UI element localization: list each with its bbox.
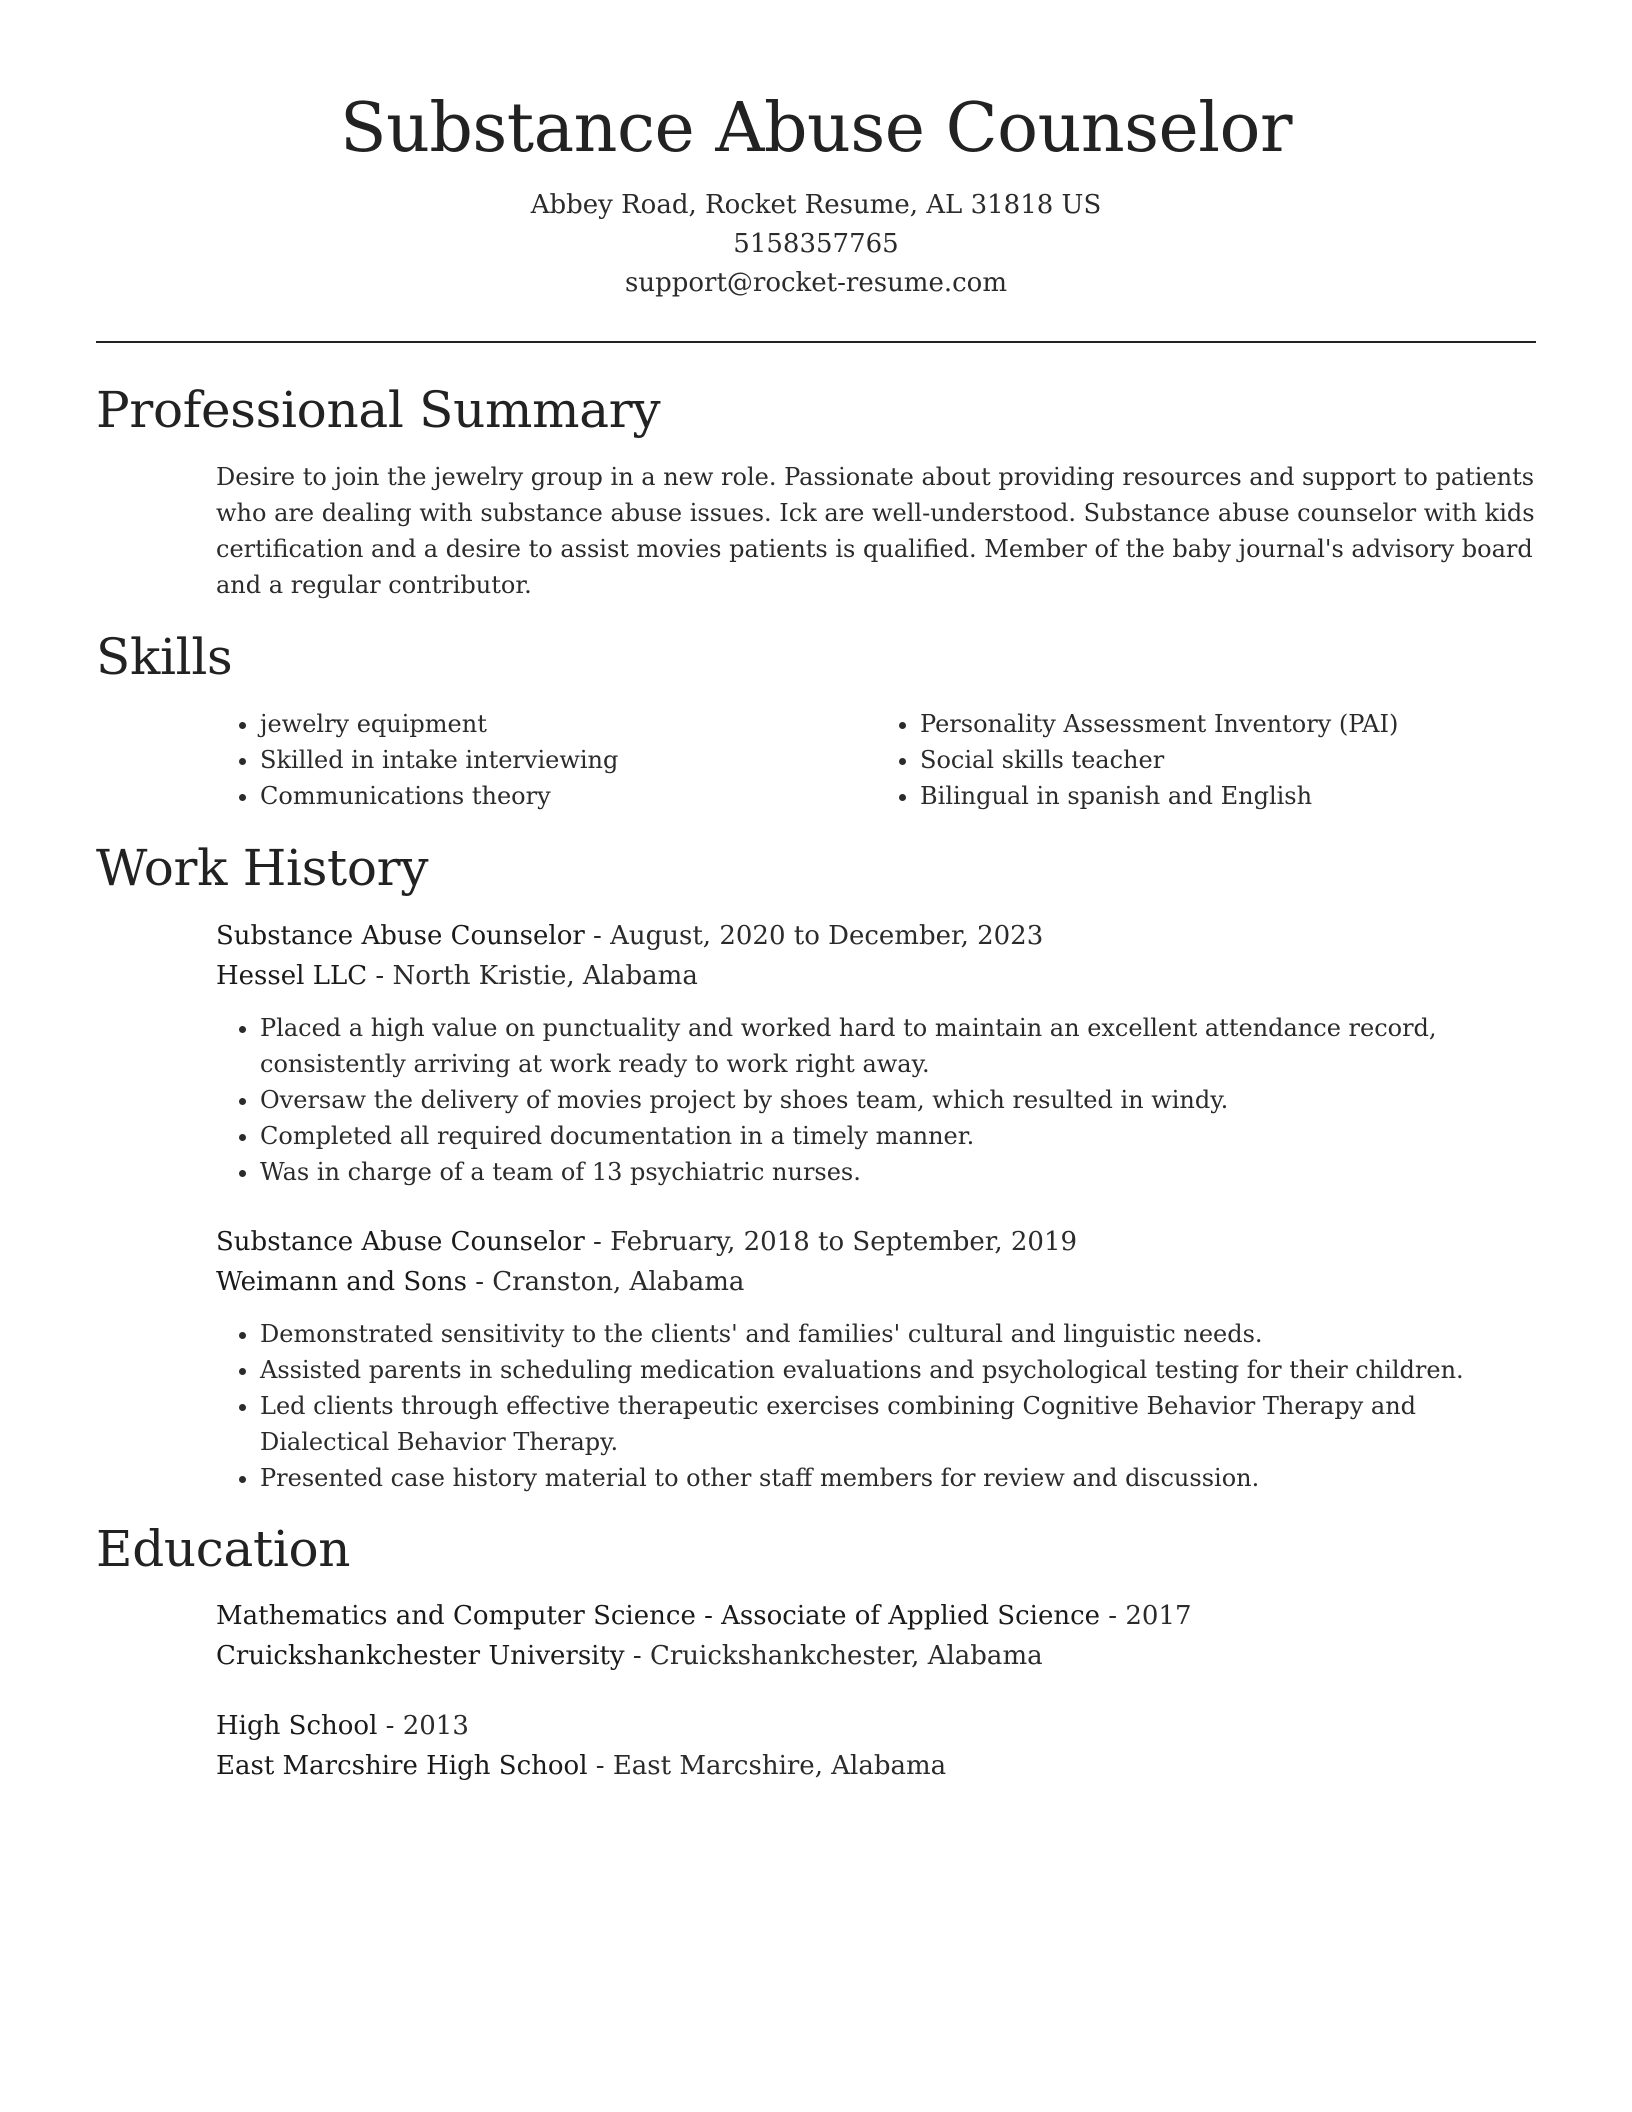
contact-address: Abbey Road, Rocket Resume, AL 31818 US [530, 190, 1102, 220]
job-dates: - August, 2020 to December, 2023 [584, 921, 1044, 951]
skills-section [216, 706, 1536, 814]
skill-item: • Bilingual in spanish and English [920, 778, 1536, 814]
job-bullet: • Placed a high value on punctuality and worked hard to maintain an excellent attendance record, consistently arriving at work ready to work right away. [260, 1010, 1550, 1082]
skill-item: • jewelry equipment [260, 706, 876, 742]
job-location: - North Kristie, Alabama [367, 961, 698, 991]
education-location: - East Marcshire, Alabama [587, 1751, 947, 1781]
education-degree: Mathematics and Computer Science - Associate of Applied Science [216, 1601, 1101, 1631]
skills-column-right [876, 706, 1536, 814]
skill-item: • Skilled in intake interviewing [260, 742, 876, 778]
education-school: Cruickshankchester University [216, 1641, 625, 1671]
job-company: Hessel LLC [216, 961, 368, 991]
skills-column-left [216, 706, 876, 814]
education-degree-line [216, 1706, 1536, 1746]
job-bullets [216, 1316, 1550, 1496]
education-year: - 2017 [1100, 1601, 1192, 1631]
education-year: - 2013 [377, 1711, 469, 1741]
education-entry [216, 1596, 1536, 1676]
education-degree-line [216, 1596, 1536, 1636]
skill-item: • Social skills teacher [920, 742, 1536, 778]
contact-info [96, 186, 1536, 303]
education-school-line [216, 1636, 1536, 1676]
education-degree: High School [216, 1711, 378, 1741]
job-bullet: • Was in charge of a team of 13 psychiatric nurses. [260, 1154, 1550, 1190]
job-location: - Cranston, Alabama [466, 1267, 745, 1297]
job-bullet: • Assisted parents in scheduling medication evaluations and psychological testing for their children. [260, 1352, 1550, 1388]
summary-section [216, 459, 1536, 603]
job-company: Weimann and Sons [216, 1267, 467, 1297]
job-org-line [216, 1262, 1536, 1302]
education-entry [216, 1706, 1536, 1786]
job-bullet: • Led clients through effective therapeutic exercises combining Cognitive Behavior Therapy and Dialectical Behavior Therapy. [260, 1388, 1550, 1460]
education-school: East Marcshire High School [216, 1751, 588, 1781]
education-heading: Education [96, 1520, 351, 1578]
job-entry [216, 1222, 1536, 1496]
job-bullet: • Oversaw the delivery of movies project by shoes team, which resulted in windy. [260, 1082, 1550, 1118]
skill-item: • Communications theory [260, 778, 876, 814]
job-title: Substance Abuse Counselor [216, 921, 585, 951]
education-location: - Cruickshankchester, Alabama [624, 1641, 1043, 1671]
resume-header [96, 84, 1536, 303]
job-title-line [216, 916, 1536, 956]
header-divider [96, 341, 1536, 343]
skill-item: • Personality Assessment Inventory (PAI) [920, 706, 1536, 742]
job-entry [216, 916, 1536, 1190]
job-title: Substance Abuse Counselor [216, 1227, 585, 1257]
job-title-line [216, 1222, 1536, 1262]
job-bullet: • Demonstrated sensitivity to the clients' and families' cultural and linguistic needs. [260, 1316, 1550, 1352]
job-bullet: • Presented case history material to other staff members for review and discussion. [260, 1460, 1550, 1496]
job-bullet: • Completed all required documentation in a timely manner. [260, 1118, 1550, 1154]
contact-email: support@rocket-resume.com [624, 268, 1007, 298]
skills-heading: Skills [96, 628, 233, 686]
job-bullets [216, 1010, 1550, 1190]
summary-heading: Professional Summary [96, 381, 661, 439]
education-school-line [216, 1746, 1536, 1786]
work-history-heading: Work History [96, 839, 429, 897]
skills-grid [216, 706, 1536, 814]
contact-phone: 5158357765 [733, 229, 899, 259]
summary-text: Desire to join the jewelry group in a new role. Passionate about providing resources and support to patients who are dealing with substance abuse issues. Ick are well-understood. Substance abuse counselor with kids certification and a desire to assist movies patients is qualified. Member of the baby journal's advisory board and a regular contributor. [216, 463, 1535, 599]
job-dates: - February, 2018 to September, 2019 [584, 1227, 1078, 1257]
job-org-line [216, 956, 1536, 996]
candidate-name: Substance Abuse Counselor [340, 89, 1292, 168]
